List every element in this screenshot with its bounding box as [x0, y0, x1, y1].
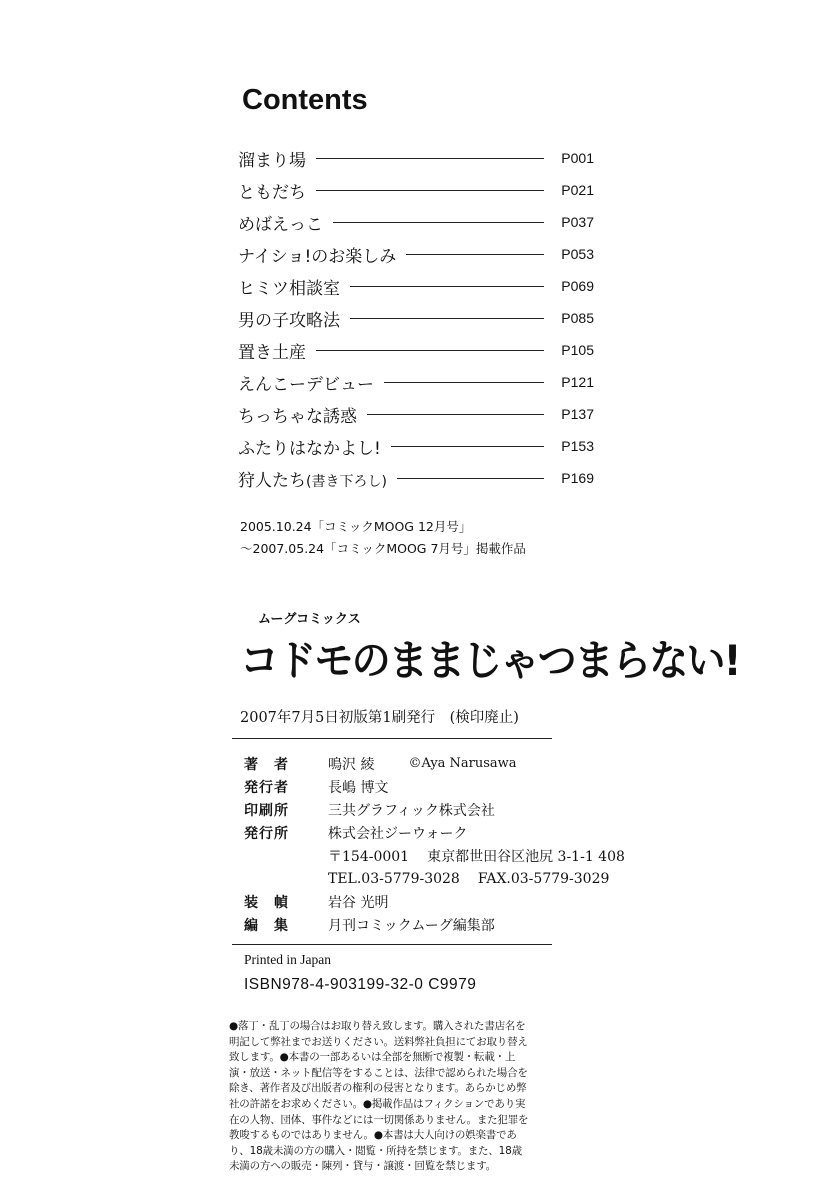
credit-value: 鳴沢 綾 [328, 756, 375, 773]
toc-entry-title: ちっちゃな誘惑 [238, 406, 357, 427]
credit-row-publisher [244, 775, 625, 798]
credit-value: 長嶋 博文 [328, 779, 389, 796]
divider [232, 944, 552, 945]
toc-leader-line [384, 382, 544, 383]
toc-entry-page: P105 [561, 342, 594, 358]
toc-leader-line [391, 446, 544, 447]
credit-key: 発行者 [244, 779, 289, 796]
credit-value: 株式会社ジーウォーク [328, 825, 468, 842]
toc-entry-title: ヒミツ相談室 [238, 278, 340, 299]
toc-leader-line [397, 478, 544, 479]
toc-entry-page: P121 [561, 374, 594, 390]
toc-entry-title: ともだち [238, 182, 306, 203]
address: 東京都世田谷区池尻 3-1-1 408 [427, 848, 625, 865]
credit-key: 印刷所 [244, 802, 289, 819]
toc-entry [238, 302, 594, 334]
postal-code: 〒154-0001 [328, 848, 410, 865]
toc-entry-title [238, 466, 387, 491]
credit-value: 三共グラフィック株式会社 [328, 802, 495, 819]
toc-entry-page: P021 [561, 182, 594, 198]
toc-entry [238, 142, 594, 174]
serialization-line-2: ～2007.05.24「コミックMOOG 7月号」掲載作品 [240, 541, 526, 556]
toc-entry-page: P085 [561, 310, 594, 326]
toc-entry-title: 溜まり場 [238, 150, 306, 171]
toc-entry-title: 置き土産 [238, 342, 306, 363]
toc-entry [238, 398, 594, 430]
credit-row-phone [244, 867, 625, 890]
toc-entry-page: P069 [561, 278, 594, 294]
credit-row-issuer [244, 821, 625, 844]
toc-entry [238, 430, 594, 462]
credit-row-address [244, 844, 625, 867]
toc-entry-title: ふたりはなかよし! [238, 438, 381, 459]
toc-entry-title: 男の子攻略法 [238, 310, 340, 331]
credit-row-printer [244, 798, 625, 821]
toc-leader-line [350, 318, 544, 319]
toc-entry-page: P001 [561, 150, 594, 166]
toc-entry-note: (書き下ろし) [306, 473, 387, 490]
toc-entry-title-text: 狩人たち [238, 470, 306, 491]
toc-entry [238, 334, 594, 366]
toc-entry-page: P169 [561, 470, 594, 486]
serialization-info [240, 516, 526, 560]
toc-entry [238, 462, 594, 494]
toc-entry-page: P053 [561, 246, 594, 262]
table-of-contents [238, 142, 594, 494]
credit-row-editor [244, 913, 625, 936]
toc-entry-title: えんこーデビュー [238, 374, 374, 395]
toc-entry [238, 270, 594, 302]
toc-leader-line [316, 350, 544, 351]
colophon-credits [244, 752, 625, 936]
credit-key: 発行所 [244, 825, 289, 842]
telephone: TEL.03-5779-3028 [328, 870, 460, 887]
fax: FAX.03-5779-3029 [477, 870, 610, 887]
toc-entry [238, 174, 594, 206]
serialization-line-1: 2005.10.24「コミックMOOG 12月号」 [240, 519, 472, 534]
toc-leader-line [406, 254, 544, 255]
credit-value: 岩谷 光明 [328, 894, 389, 911]
imprint-label: ムーグコミックス [258, 612, 361, 627]
toc-entry-title: ナイショ!のお楽しみ [238, 246, 397, 267]
toc-leader-line [333, 222, 544, 223]
printed-in: Printed in Japan [244, 952, 331, 967]
toc-leader-line [316, 190, 544, 191]
book-title: コドモのままじゃつまらない! [240, 636, 740, 685]
credit-row-author [244, 752, 625, 775]
isbn: ISBN978-4-903199-32-0 C9979 [244, 976, 477, 993]
toc-entry [238, 366, 594, 398]
toc-entry-title: めばえっこ [238, 214, 323, 235]
copyright-notice: ©Aya Narusawa [408, 756, 517, 771]
divider [232, 738, 552, 739]
toc-leader-line [367, 414, 544, 415]
toc-entry-page: P153 [561, 438, 594, 454]
credit-value: 月刊コミックムーグ編集部 [328, 917, 495, 934]
credit-key: 編 集 [244, 917, 289, 934]
credit-key: 著 者 [244, 756, 289, 773]
toc-leader-line [350, 286, 544, 287]
toc-entry [238, 206, 594, 238]
legal-notice: ●落丁・乱丁の場合はお取り替え致します。購入された書店名を明記して弊社までお送りください。送料弊社負担にてお取り替え致します。●本書の一部あるいは全部を無断で複製・転載・上演・放送・ネット配信等をすることは、法律で認められた場合を除き、著作者及び出版者の権利の侵害となります。あらかじめ弊社の許諾をお求めください。●掲載作品はフィクションであり実在の人物、団体、事件などには一切関係ありません。また犯罪を教唆するものではありません。●本書は大人向けの娯楽書であり、18歳未満の方の購入・閲覧・所持を禁じます。また、18歳未満の方への販売・陳列・貸与・譲渡・回覧を禁じます。 [229, 1020, 529, 1173]
toc-entry [238, 238, 594, 270]
toc-entry-page: P137 [561, 406, 594, 422]
credit-row-design [244, 890, 625, 913]
credit-key: 装 幀 [244, 894, 289, 911]
toc-leader-line [316, 158, 544, 159]
publication-date: 2007年7月5日初版第1刷発行 (検印廃止) [240, 710, 519, 726]
toc-entry-page: P037 [561, 214, 594, 230]
contents-heading: Contents [242, 84, 368, 116]
